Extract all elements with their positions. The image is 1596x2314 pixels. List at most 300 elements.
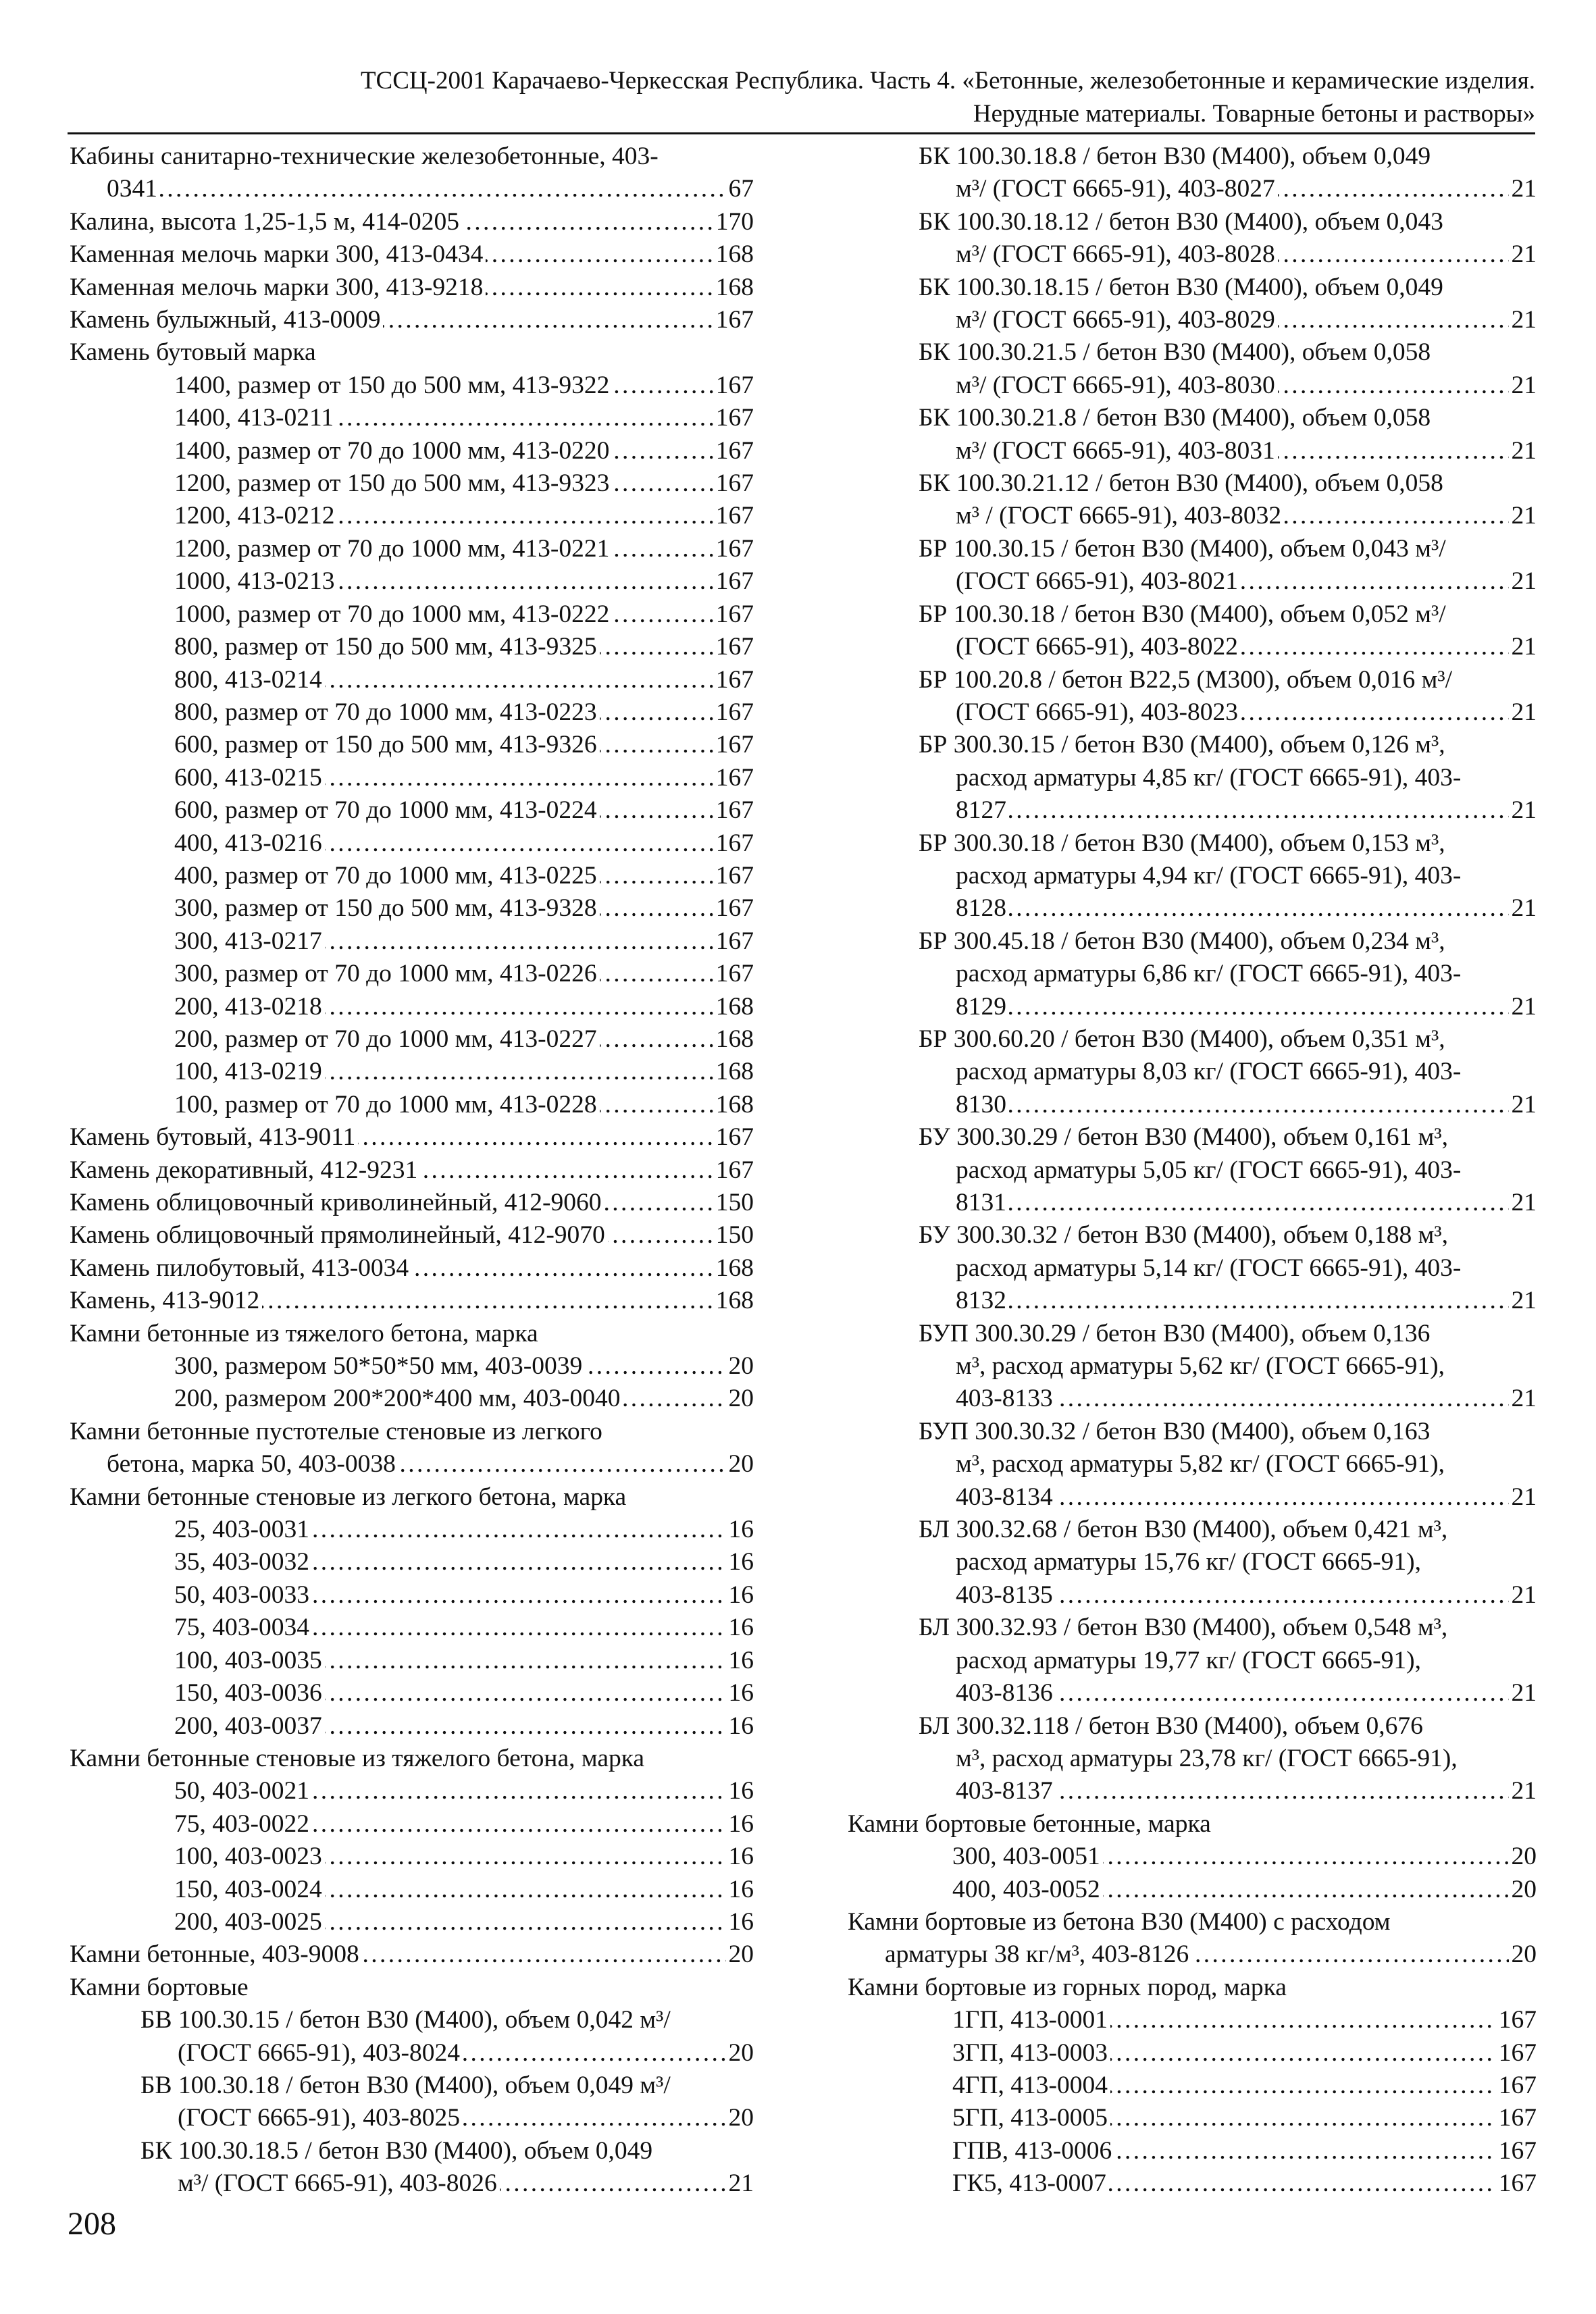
index-entry [70, 2135, 754, 2201]
index-entry [70, 500, 754, 532]
index-entry-line-with-page [70, 1448, 754, 1481]
index-entry-text: 8131 [956, 1189, 1009, 1216]
index-entry [70, 696, 754, 729]
index-entry-line-with-page [70, 1579, 754, 1612]
index-entry-line-with-page [70, 1350, 754, 1383]
index-entry-line-with-page [848, 1775, 1537, 1807]
index-entry-text: Камни бортовые [70, 1973, 249, 2001]
index-entry-text: Камень облицовочный криволинейный, 412-9060 [70, 1189, 604, 1216]
index-entry-text: (ГОСТ 6665-91), 403-8024 [178, 2039, 463, 2067]
index-entry-line-with-page [848, 1089, 1537, 1121]
index-entry-text: Каменная мелочь марки 300, 413-9218 [70, 274, 486, 301]
index-page-ref: . . . 21 [1509, 1481, 1537, 1514]
index-entry-line-with-page [70, 272, 754, 304]
index-entry-text: 200, размер от 70 до 1000 мм, 413-0227 [174, 1025, 600, 1053]
index-entry [70, 533, 754, 565]
index-page-ref: . . . 16 [726, 1612, 754, 1644]
index-page-ref: . . . 67 [726, 173, 754, 205]
index-page-ref: . . . 21 [1509, 500, 1537, 532]
index-page-ref: . . . 167 [713, 827, 754, 860]
index-entry-text: 400, 403-0052 [952, 1876, 1103, 1903]
index-entry-text: 200, размером 200*200*400 мм, 403-0040 [174, 1385, 623, 1412]
index-entry [848, 1710, 1537, 1808]
index-entry [848, 1121, 1537, 1219]
index-entry [848, 336, 1537, 402]
index-page-ref: . . . 170 [713, 206, 754, 238]
index-entry-line-with-page [70, 1219, 754, 1252]
index-page-ref: . . . 21 [1509, 631, 1537, 663]
index-entry-text: 200, 413-0218 [174, 993, 325, 1021]
index-entry-line-with-page [848, 435, 1537, 467]
index-entry-text: Камни бортовые из бетона В30 (М400) с расходом [848, 1907, 1391, 1936]
index-entry-line-with-page [848, 2102, 1537, 2134]
index-page-ref: . . . 167 [713, 500, 754, 532]
index-entry [70, 1514, 754, 1546]
index-entry [848, 533, 1537, 598]
index-entry-line-with-page [70, 1514, 754, 1546]
index-entry-line-with-page [848, 696, 1537, 729]
index-page-ref: . . . 167 [713, 762, 754, 794]
index-page-ref: . . . 21 [1509, 1579, 1537, 1612]
index-page-ref: . . . 21 [1509, 892, 1537, 925]
index-page-ref: . . . 21 [1509, 1285, 1537, 1317]
index-entry-line-with-page [848, 892, 1537, 925]
index-entry [70, 1089, 754, 1121]
index-entry-text: БК 100.30.21.12 / бетон В30 (М400), объем 0,058 [919, 469, 1443, 498]
index-entry-text: Камень облицовочный прямолинейный, 412-9070 [70, 1221, 608, 1249]
index-entry-text: 1200, размер от 70 до 1000 мм, 413-0221 [174, 535, 612, 563]
index-entry-text: м³, расход арматуры 23,78 кг/ (ГОСТ 6665-91), [956, 1744, 1458, 1772]
index-entry-line-with-page [70, 467, 754, 500]
index-entry-line-with-page [848, 1285, 1537, 1317]
index-entry [848, 1808, 1537, 1841]
index-page-ref: . . . 167 [713, 304, 754, 336]
index-entry [70, 827, 754, 860]
index-entry-line-with-page [70, 435, 754, 467]
index-entry [848, 1514, 1537, 1612]
index-entry [848, 402, 1537, 467]
index-entry [70, 140, 754, 206]
index-page-ref: . . . 20 [1509, 1874, 1537, 1906]
index-entry-text: м³/ (ГОСТ 6665-91), 403-8026 [178, 2169, 500, 2197]
index-entry-text: 1400, размер от 150 до 500 мм, 413-9322 [174, 371, 612, 399]
index-page-ref: . . . 21 [1509, 991, 1537, 1023]
index-entry [848, 1612, 1537, 1709]
index-entry-text: 403-8137 [956, 1777, 1056, 1805]
index-entry [848, 140, 1537, 206]
index-entry-line-with-page [70, 369, 754, 402]
index-entry-line-with-page [70, 533, 754, 565]
index-entry-line-with-page [70, 1841, 754, 1873]
index-entry-line-with-page [848, 1187, 1537, 1219]
index-entry-text: 800, размер от 150 до 500 мм, 413-9325 [174, 633, 600, 661]
index-page-ref: . . . 20 [1509, 1938, 1537, 1971]
index-page-ref: . . . 21 [1509, 304, 1537, 336]
index-entry [848, 729, 1537, 827]
index-entry-text: расход арматуры 6,86 кг/ (ГОСТ 6665-91), 403- [956, 960, 1462, 988]
index-entry-text: Камни бетонные из тяжелого бетона, марка [70, 1319, 538, 1347]
index-entry-text: расход арматуры 5,05 кг/ (ГОСТ 6665-91), 403- [956, 1156, 1462, 1184]
index-entry [70, 1252, 754, 1285]
index-entry-line-with-page [848, 1874, 1537, 1906]
index-entry-text: 403-8133 [956, 1385, 1056, 1412]
index-page-ref: . . . 21 [1509, 173, 1537, 205]
index-entry-text: Калина, высота 1,25-1,5 м, 414-0205 [70, 208, 462, 236]
index-page-ref: . . . 167 [713, 664, 754, 696]
index-entry-text: расход арматуры 4,85 кг/ (ГОСТ 6665-91), 403- [956, 763, 1462, 792]
index-page-ref: . . . 16 [726, 1710, 754, 1743]
index-entry [848, 2069, 1537, 2102]
index-page-ref: . . . 20 [726, 1448, 754, 1481]
header-rule [68, 132, 1535, 134]
index-entry [848, 2102, 1537, 2134]
index-entry [70, 1645, 754, 1677]
index-entry [848, 827, 1537, 925]
index-entry-line-with-page [848, 1677, 1537, 1709]
index-entry-text: 400, размер от 70 до 1000 мм, 413-0225 [174, 862, 600, 890]
index-entry [70, 1808, 754, 1841]
index-entry [70, 304, 754, 336]
index-entry-line-with-page [70, 1612, 754, 1644]
index-entry-text: 1000, 413-0213 [174, 567, 338, 595]
index-entry-line-with-page [70, 1808, 754, 1841]
index-page-ref: . . . 16 [726, 1579, 754, 1612]
index-entry [70, 1841, 754, 1873]
index-entry [70, 1612, 754, 1644]
index-entry-line-with-page [848, 1383, 1537, 1415]
index-entry-line-with-page [70, 238, 754, 271]
index-entry-line-with-page [848, 173, 1537, 205]
running-header [68, 64, 1535, 130]
index-entry-text: арматуры 38 кг/м³, 403-8126 [885, 1940, 1191, 1968]
index-entry-text: (ГОСТ 6665-91), 403-8021 [956, 567, 1241, 595]
index-entry-text: 300, размер от 150 до 500 мм, 413-9328 [174, 894, 600, 922]
index-entry-text: м³/ (ГОСТ 6665-91), 403-8031 [956, 437, 1278, 465]
index-entry [70, 1056, 754, 1088]
index-entry-text: Камень булыжный, 413-0009 [70, 306, 383, 334]
index-entry-text: Камни бетонные стеновые из легкого бетона, марка [70, 1483, 627, 1511]
index-entry-text: БР 300.30.15 / бетон В30 (М400), объем 0,126 м³, [919, 731, 1445, 759]
index-page-ref: . . . 168 [713, 991, 754, 1023]
index-entry-line-with-page [70, 827, 754, 860]
index-entry-text: 8129 [956, 993, 1009, 1021]
index-entry [848, 1972, 1537, 2004]
index-entry-line-with-page [70, 991, 754, 1023]
index-entry-line-with-page [70, 402, 754, 434]
index-entry-text: БЛ 300.32.68 / бетон В30 (М400), объем 0,421 м³, [919, 1516, 1448, 1544]
index-page-ref: . . . 16 [726, 1645, 754, 1677]
index-entry [70, 794, 754, 827]
index-entry-line-with-page [70, 664, 754, 696]
index-page-ref: . . . 167 [1496, 2102, 1537, 2134]
index-entry-text: БК 100.30.21.8 / бетон В30 (М400), объем 0,058 [919, 404, 1431, 432]
index-entry-line-with-page [70, 1121, 754, 1154]
index-entry-text: БК 100.30.18.5 / бетон В30 (М400), объем 0,049 [140, 2136, 653, 2165]
index-page-ref: . . . 167 [1496, 2069, 1537, 2102]
index-page-ref: . . . 21 [1509, 1677, 1537, 1709]
index-entry [70, 1874, 754, 1906]
index-entry [70, 1546, 754, 1578]
index-entry-line-with-page [70, 1187, 754, 1219]
index-entry [70, 664, 754, 696]
index-page-ref: . . . 167 [1496, 2004, 1537, 2036]
index-entry-text: 75, 403-0022 [174, 1810, 312, 1838]
index-entry-text: 75, 403-0034 [174, 1614, 312, 1641]
index-page-ref: . . . 150 [713, 1187, 754, 1219]
index-entry-line-with-page [70, 1383, 754, 1415]
index-entry [848, 2135, 1537, 2167]
index-entry-text: Камень пилобутовый, 413-0034 [70, 1254, 411, 1282]
index-entry [70, 1219, 754, 1252]
index-entry-text: БР 300.30.18 / бетон В30 (М400), объем 0,153 м³, [919, 829, 1445, 857]
index-entry-text: 4ГП, 413-0004 [952, 2072, 1110, 2099]
index-page-ref: . . . 167 [713, 598, 754, 631]
index-entry-line-with-page [70, 1089, 754, 1121]
index-entry-text: м³, расход арматуры 5,62 кг/ (ГОСТ 6665-91), [956, 1352, 1445, 1381]
index-entry [70, 1972, 754, 2004]
index-entry-text: 1200, 413-0212 [174, 502, 338, 530]
index-entry-text: БУ 300.30.32 / бетон В30 (М400), объем 0,188 м³, [919, 1221, 1448, 1250]
index-page-ref: . . . 167 [713, 925, 754, 958]
index-entry [70, 729, 754, 761]
index-page-ref: . . . 167 [713, 467, 754, 500]
index-entry [70, 565, 754, 598]
index-entry-text: ГПВ, 413-0006 [952, 2137, 1114, 2165]
index-entry-text: Камень бутовый марка [70, 338, 316, 367]
index-page-ref: . . . 20 [726, 1383, 754, 1415]
index-entry-line-with-page [70, 1874, 754, 1906]
index-entry-line-with-page [70, 958, 754, 990]
index-page-ref: . . . 167 [713, 729, 754, 761]
index-entry-line-with-page [70, 2102, 754, 2134]
index-entry [70, 1938, 754, 1971]
index-page-ref: . . . 167 [1496, 2167, 1537, 2200]
index-entry [70, 2004, 754, 2069]
index-entry-text: 8130 [956, 1091, 1009, 1119]
page-number: 208 [68, 2206, 116, 2242]
index-entry-text: 1200, размер от 150 до 500 мм, 413-9323 [174, 469, 612, 497]
index-page-ref: . . . 21 [1509, 1383, 1537, 1415]
index-entry [848, 1318, 1537, 1416]
index-entry-text: Кабины санитарно-технические железобетонные, 403- [70, 143, 659, 170]
index-entry [70, 238, 754, 271]
index-page-ref: . . . 167 [1496, 2037, 1537, 2069]
index-entry [70, 1775, 754, 1807]
index-page-ref: . . . 21 [1509, 1775, 1537, 1807]
index-page-ref: . . . 167 [713, 631, 754, 663]
index-page-ref: . . . 21 [1509, 1187, 1537, 1219]
index-page-ref: . . . 20 [726, 1938, 754, 1971]
index-entry [848, 925, 1537, 1023]
index-entry-text: 3ГП, 413-0003 [952, 2039, 1110, 2067]
index-entry-text: 1400, размер от 70 до 1000 мм, 413-0220 [174, 437, 612, 465]
index-entry-text: расход арматуры 5,14 кг/ (ГОСТ 6665-91), 403- [956, 1254, 1462, 1282]
index-column-right [848, 140, 1537, 2201]
index-entry-text: 300, размером 50*50*50 мм, 403-0039 [174, 1352, 585, 1380]
index-entry [848, 2167, 1537, 2200]
index-entry-line-with-page [70, 1645, 754, 1677]
index-entry [70, 1318, 754, 1350]
index-entry [70, 925, 754, 958]
index-entry [70, 1121, 754, 1154]
index-entry [70, 435, 754, 467]
index-entry [848, 467, 1537, 533]
index-entry [70, 1154, 754, 1187]
index-entry-line-with-page [848, 1841, 1537, 1873]
index-page-ref: . . . 16 [726, 1841, 754, 1873]
index-page-ref: . . . 168 [713, 1285, 754, 1317]
index-entry [848, 1906, 1537, 1972]
index-page-ref: . . . 21 [1509, 696, 1537, 729]
index-entry-text: Камень декоративный, 412-9231 [70, 1156, 420, 1184]
index-page-ref: . . . 21 [726, 2167, 754, 2200]
index-entry [70, 1187, 754, 1219]
index-page-ref: . . . 16 [726, 1546, 754, 1578]
index-page-ref: . . . 167 [713, 892, 754, 925]
index-entry-line-with-page [70, 1252, 754, 1285]
index-entry [848, 598, 1537, 664]
index-entry-text: 0341 [107, 175, 160, 203]
index-page-ref: . . . 21 [1509, 238, 1537, 271]
index-page-ref: . . . 20 [726, 2037, 754, 2069]
index-entry-text: м³, расход арматуры 5,82 кг/ (ГОСТ 6665-91), [956, 1450, 1445, 1479]
index-entry [848, 1841, 1537, 1873]
index-entry-text: расход арматуры 19,77 кг/ (ГОСТ 6665-91), [956, 1646, 1421, 1674]
index-entry-line-with-page [70, 631, 754, 663]
index-entry-text: 50, 403-0033 [174, 1581, 312, 1609]
index-entry [70, 1906, 754, 1938]
index-entry-text: 400, 413-0216 [174, 829, 325, 857]
index-entry-text: БК 100.30.18.8 / бетон В30 (М400), объем 0,049 [919, 143, 1431, 170]
index-entry-line-with-page [70, 1906, 754, 1938]
index-entry-text: БУП 300.30.32 / бетон В30 (М400), объем 0,163 [919, 1417, 1431, 1445]
index-entry [70, 1481, 754, 1514]
index-entry [70, 1416, 754, 1481]
index-entry-line-with-page [70, 892, 754, 925]
index-entry-line-with-page [70, 729, 754, 761]
index-entry-line-with-page [70, 794, 754, 827]
index-entry-line-with-page [70, 173, 754, 205]
index-entry-line-with-page [70, 598, 754, 631]
index-page-ref: . . . 21 [1509, 794, 1537, 827]
index-page-ref: . . . 168 [713, 1252, 754, 1285]
index-entry [70, 1677, 754, 1709]
index-page-ref: . . . 16 [726, 1514, 754, 1546]
index-entry [70, 1023, 754, 1056]
index-entry-line-with-page [70, 1023, 754, 1056]
index-entry-text: БК 100.30.21.5 / бетон В30 (М400), объем 0,058 [919, 338, 1431, 367]
index-entry-text: 100, 403-0035 [174, 1647, 325, 1674]
index-entry-text: 200, 403-0025 [174, 1908, 325, 1936]
index-entry [70, 860, 754, 892]
index-entry-line-with-page [70, 1154, 754, 1187]
index-entry [70, 1285, 754, 1317]
index-entry-text: 403-8136 [956, 1679, 1056, 1707]
index-entry-line-with-page [848, 304, 1537, 336]
index-entry [70, 1743, 754, 1775]
index-entry-line-with-page [848, 991, 1537, 1023]
index-entry-text: 100, 403-0023 [174, 1843, 325, 1870]
index-entry [848, 1874, 1537, 1906]
index-entry-line-with-page [70, 1546, 754, 1578]
index-entry [848, 1416, 1537, 1514]
index-page-ref: . . . 167 [713, 565, 754, 598]
index-page-ref: . . . 150 [713, 1219, 754, 1252]
index-page-ref: . . . 16 [726, 1677, 754, 1709]
index-entry-text: 200, 403-0037 [174, 1712, 325, 1740]
index-entry [70, 991, 754, 1023]
index-entry-line-with-page [70, 762, 754, 794]
index-entry-text: 300, размер от 70 до 1000 мм, 413-0226 [174, 960, 600, 987]
index-entry-line-with-page [70, 565, 754, 598]
index-entry-text: 8127 [956, 796, 1009, 824]
index-entry-text: (ГОСТ 6665-91), 403-8022 [956, 633, 1241, 661]
index-entry-text: БР 100.30.18 / бетон В30 (М400), объем 0,052 м³/ [919, 600, 1446, 628]
index-entry [70, 1710, 754, 1743]
index-page-ref: . . . 16 [726, 1906, 754, 1938]
index-entry [70, 402, 754, 434]
index-entry-line-with-page [848, 1579, 1537, 1612]
index-entry-text: 800, размер от 70 до 1000 мм, 413-0223 [174, 698, 600, 726]
index-entry-line-with-page [848, 1938, 1537, 1971]
index-entry-line-with-page [70, 696, 754, 729]
index-entry-line-with-page [848, 2004, 1537, 2036]
index-page-ref: . . . 167 [713, 369, 754, 402]
index-entry-text: 403-8134 [956, 1483, 1056, 1511]
index-entry-text: 35, 403-0032 [174, 1548, 312, 1576]
index-entry-text: 300, 413-0217 [174, 927, 325, 955]
index-entry-text: Камни бетонные пустотелые стеновые из легкого [70, 1417, 602, 1445]
index-entry-line-with-page [70, 2167, 754, 2200]
index-page-ref: . . . 168 [713, 1089, 754, 1121]
index-entry-text: 100, 413-0219 [174, 1058, 325, 1085]
index-entry-line-with-page [70, 1710, 754, 1743]
index-entry-text: БЛ 300.32.118 / бетон В30 (М400), объем 0,676 [919, 1712, 1423, 1740]
index-page-ref: . . . 167 [713, 1121, 754, 1154]
index-entry [848, 1219, 1537, 1317]
index-entry-line-with-page [848, 1481, 1537, 1514]
index-entry-text: м³/ (ГОСТ 6665-91), 403-8030 [956, 371, 1278, 399]
index-entry-text: БР 300.60.20 / бетон В30 (М400), объем 0,351 м³, [919, 1025, 1445, 1053]
index-entry-text: ГК5, 413-0007 [952, 2169, 1109, 2197]
index-entry-text: Камни бетонные, 403-9008 [70, 1940, 362, 1968]
index-entry-text: Камни бортовые бетонные, марка [848, 1809, 1211, 1838]
index-entry-text: БЛ 300.32.93 / бетон В30 (М400), объем 0,548 м³, [919, 1614, 1448, 1642]
index-entry-text: 100, размер от 70 до 1000 мм, 413-0228 [174, 1091, 600, 1119]
index-entry-text: 403-8135 [956, 1581, 1056, 1609]
index-entry-text: БУП 300.30.29 / бетон В30 (М400), объем 0,136 [919, 1319, 1431, 1347]
index-page-ref: . . . 16 [726, 1874, 754, 1906]
index-entry-line-with-page [70, 1285, 754, 1317]
index-entry-text: 150, 403-0036 [174, 1679, 325, 1707]
index-entry [848, 206, 1537, 272]
index-entry-text: 8128 [956, 894, 1009, 922]
index-entry-text: БР 100.20.8 / бетон В22,5 (М300), объем 0,016 м³/ [919, 665, 1453, 694]
index-entry-text: БР 100.30.15 / бетон В30 (М400), объем 0,043 м³/ [919, 534, 1446, 563]
index-entry-text: расход арматуры 4,94 кг/ (ГОСТ 6665-91), 403- [956, 861, 1462, 890]
index-entry-line-with-page [70, 2037, 754, 2069]
index-entry [70, 467, 754, 500]
index-entry-line-with-page [70, 925, 754, 958]
index-entry-line-with-page [848, 2037, 1537, 2069]
index-entry-text: 5ГП, 413-0005 [952, 2104, 1110, 2132]
index-entry-text: м³/ (ГОСТ 6665-91), 403-8028 [956, 240, 1278, 268]
index-entry [848, 272, 1537, 337]
index-page-ref: . . . 167 [713, 1154, 754, 1187]
index-entry-text: (ГОСТ 6665-91), 403-8025 [178, 2104, 463, 2132]
index-entry-line-with-page [848, 500, 1537, 532]
index-entry [70, 2069, 754, 2135]
